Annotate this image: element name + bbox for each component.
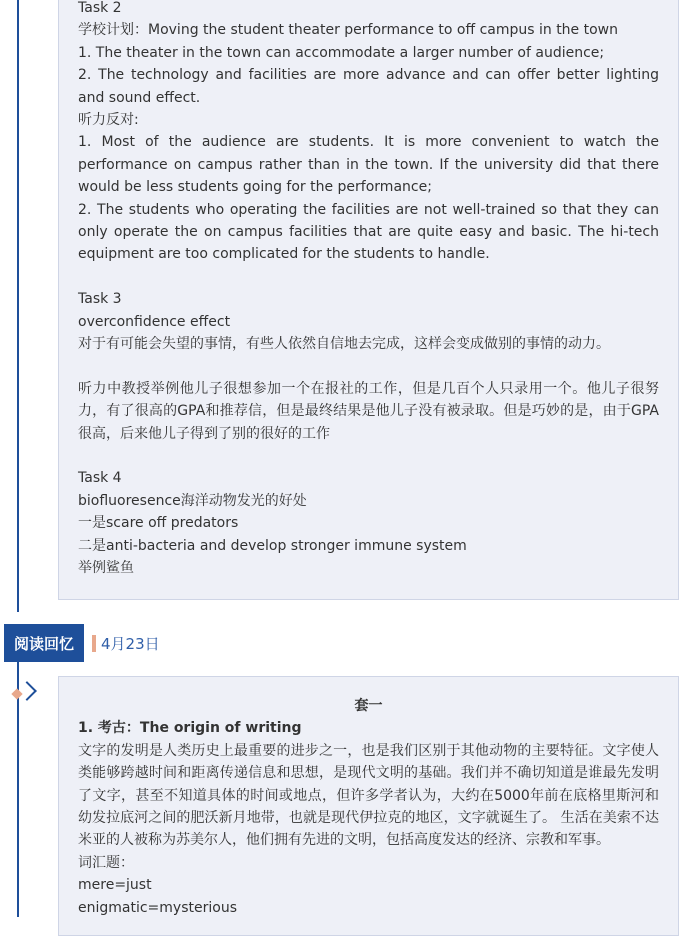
date-label: 4月23日 bbox=[101, 634, 160, 653]
date-marker bbox=[92, 635, 96, 652]
chevron-right-icon bbox=[17, 681, 37, 701]
reading-recall-box bbox=[58, 676, 679, 936]
reading-recall-header bbox=[4, 624, 160, 662]
task4-topic: biofluoresence海洋动物发光的好处 bbox=[78, 492, 307, 509]
vocab-item-2: enigmatic=mysterious bbox=[78, 899, 237, 916]
timeline-line-bottom bbox=[17, 662, 19, 917]
passage-title: 1. 考古：The origin of writing bbox=[78, 720, 302, 737]
task3-title: Task 3 bbox=[78, 291, 122, 308]
vocab-label: 词汇题： bbox=[78, 854, 134, 871]
passage-summary: 文字的发明是人类历史上最重要的进步之一，也是我们区别于其他动物的主要特征。文字使人类能够跨越时间和距离传递信息和思想，是现代文明的基础。我们并不确切知道是谁最先发明了文字，甚至不知道具体的时间或地点，但许多学者认为，大约在5000年前在底格里斯河和幼发拉底河之间的肥沃新月地带，也就是现代伊拉克的地区，文字就诞生了。 生活在美索不达米亚的人被称为苏美尔人，他们拥有先进的文明，包括高度发达的经济、宗教和军事。 bbox=[78, 742, 659, 849]
task2-plan: 学校计划：Moving the student theater performance to off campus in the town bbox=[78, 22, 618, 39]
section-date bbox=[92, 633, 160, 654]
task2-listen-label: 听力反对: bbox=[78, 112, 139, 129]
task3-section bbox=[78, 288, 659, 445]
timeline-line-top bbox=[17, 0, 19, 612]
task4-example: 举例鲨鱼 bbox=[78, 560, 134, 577]
task4-title: Task 4 bbox=[78, 470, 122, 487]
task4-section bbox=[78, 467, 659, 579]
task2-objection-1: 1. Most of the audience are students. It is more convenient to watch the performance on campus rather than in the town. If the university did that there would be less students going for the performance; bbox=[78, 134, 659, 196]
task2-section bbox=[78, 0, 659, 266]
task2-point-1: 1. The theater in the town can accommodate a larger number of audience; bbox=[78, 44, 605, 61]
task2-title: Task 2 bbox=[78, 0, 122, 16]
task3-definition: 对于有可能会失望的事情，有些人依然自信地去完成，这样会变成做别的事情的动力。 bbox=[78, 336, 610, 353]
section-tag: 阅读回忆 bbox=[4, 624, 84, 662]
task3-example: 听力中教授举例他儿子很想参加一个在报社的工作，但是几百个人只录用一个。他儿子很努力，有了很高的GPA和推荐信，但是最终结果是他儿子没有被录取。但是巧妙的是，由于GPA很高，后来他儿子得到了别的很好的工作 bbox=[78, 380, 659, 442]
speaking-recall-box bbox=[58, 0, 679, 600]
task4-point-2: 二是anti-bacteria and develop stronger immune system bbox=[78, 537, 467, 554]
set-title: 套一 bbox=[354, 698, 383, 714]
task2-point-2: 2. The technology and facilities are more advance and can offer better lighting and sound effect. bbox=[78, 67, 659, 106]
task4-point-1: 一是scare off predators bbox=[78, 515, 239, 532]
vocab-item-1: mere=just bbox=[78, 877, 152, 894]
task2-objection-2: 2. The students who operating the facilities are not well-trained so that they can only operate the on campus facilities that are quite easy and basic. The hi-tech equipment are too complicated for the students to handle. bbox=[78, 201, 659, 263]
task3-term: overconfidence effect bbox=[78, 313, 231, 330]
